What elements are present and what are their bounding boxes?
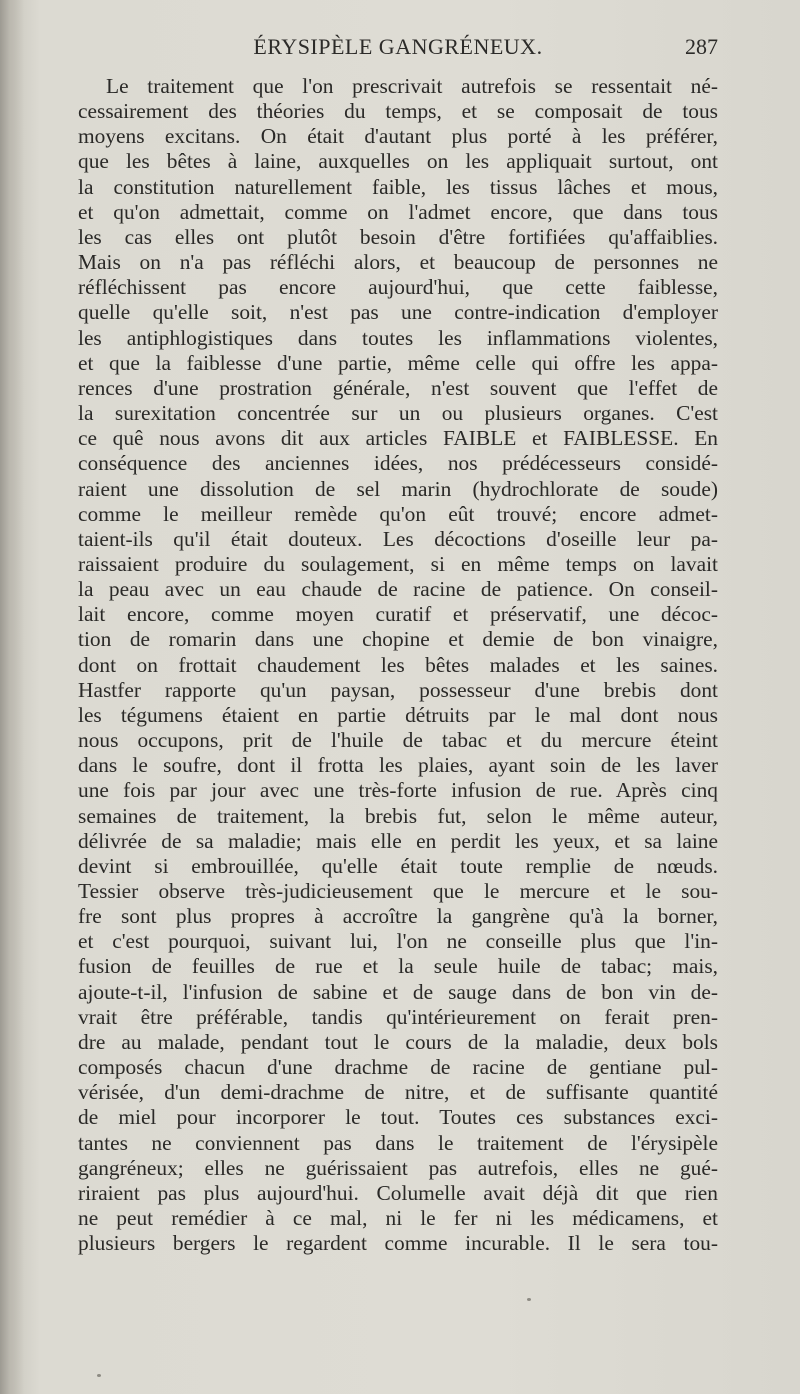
text-line: les tégumens étaient en partie détruits par le mal dont nous — [78, 702, 718, 727]
text-line: vérisée, d'un demi-drachme de nitre, et de suffisante quantité — [78, 1080, 718, 1105]
text-line: Mais on n'a pas réfléchi alors, et beaucoup de personnes ne — [78, 250, 718, 275]
text-line: dans le soufre, dont il frotta les plaies, ayant soin de les laver — [78, 753, 718, 778]
text-line: Le traitement que l'on prescrivait autrefois se ressentait né- — [106, 74, 718, 98]
text-line: dont on frottait chaudement les bêtes malades et les saines. — [78, 652, 718, 677]
text-line: cessairement des théories du temps, et se composait de tous — [78, 99, 718, 124]
text-line: tion de romarin dans une chopine et demie de bon vinaigre, — [78, 627, 718, 652]
text-line: réfléchissent pas encore aujourd'hui, que cette faiblesse, — [78, 275, 718, 300]
text-line: une fois par jour avec une très-forte infusion de rue. Après cinq — [78, 778, 718, 803]
text-line: Hastfer rapporte qu'un paysan, possesseur d'une brebis dont — [78, 677, 718, 702]
text-line: et c'est pourquoi, suivant lui, l'on ne conseille plus que l'in- — [78, 929, 718, 954]
text-line: les antiphlogistiques dans toutes les inflammations violentes, — [78, 325, 718, 350]
text-line: moyens excitans. On était d'autant plus porté à les préférer, — [78, 124, 718, 149]
text-line: et que la faiblesse d'une partie, même celle qui offre les appa- — [78, 350, 718, 375]
binding-edge — [0, 0, 24, 1394]
page-header — [78, 34, 718, 66]
body-text — [78, 74, 718, 1256]
text-line: gangréneux; elles ne guérissaient pas autrefois, elles ne gué- — [78, 1155, 718, 1180]
text-line: rences d'une prostration générale, n'est souvent que l'effet de — [78, 375, 718, 400]
paper-speck — [527, 1298, 531, 1301]
text-line: lait encore, comme moyen curatif et préservatif, une décoc- — [78, 602, 718, 627]
text-line: ne peut remédier à ce mal, ni le fer ni les médicamens, et — [78, 1206, 718, 1231]
text-line: fusion de feuilles de rue et la seule huile de tabac; mais, — [78, 954, 718, 979]
text-line: que les bêtes à laine, auxquelles on les appliquait surtout, ont — [78, 149, 718, 174]
text-line: conséquence des anciennes idées, nos prédécesseurs considé- — [78, 451, 718, 476]
text-line: dre au malade, pendant tout le cours de la maladie, deux bols — [78, 1029, 718, 1054]
text-line: délivrée de sa maladie; mais elle en perdit les yeux, et sa laine — [78, 828, 718, 853]
page-number: 287 — [685, 34, 718, 59]
text-line: raient une dissolution de sel marin (hydrochlorate de soude) — [78, 476, 718, 501]
text-line: quelle qu'elle soit, n'est pas une contre-indication d'employer — [78, 300, 718, 325]
text-line: raissaient produire du soulagement, si en même temps on lavait — [78, 551, 718, 576]
running-title: ÉRYSIPÈLE GANGRÉNEUX. — [253, 34, 543, 59]
paper-speck — [97, 1374, 101, 1377]
text-line: fre sont plus propres à accroître la gangrène qu'à la borner, — [78, 904, 718, 929]
text-line: plusieurs bergers le regardent comme incurable. Il le sera tou- — [78, 1231, 718, 1256]
text-line: comme le meilleur remède qu'on eût trouvé; encore admet- — [78, 501, 718, 526]
text-line: composés chacun d'une drachme de racine de gentiane pul- — [78, 1055, 718, 1080]
text-line: devint si embrouillée, qu'elle était toute remplie de nœuds. — [78, 853, 718, 878]
text-line: de miel pour incorporer le tout. Toutes ces substances exci- — [78, 1105, 718, 1130]
text-line: et qu'on admettait, comme on l'admet encore, que dans tous — [78, 199, 718, 224]
text-line: ce quê nous avons dit aux articles FAIBLE et FAIBLESSE. En — [78, 426, 718, 451]
text-line: ajoute-t-il, l'infusion de sabine et de sauge dans de bon vin de- — [78, 979, 718, 1004]
text-line: semaines de traitement, la brebis fut, selon le même auteur, — [78, 803, 718, 828]
text-line: la constitution naturellement faible, les tissus lâches et mous, — [78, 174, 718, 199]
text-line: taient-ils qu'il était douteux. Les décoctions d'oseille leur pa- — [78, 526, 718, 551]
text-line: riraient pas plus aujourd'hui. Columelle avait déjà dit que rien — [78, 1180, 718, 1205]
text-line: Tessier observe très-judicieusement que le mercure et le sou- — [78, 879, 718, 903]
text-line: la surexitation concentrée sur un ou plusieurs organes. C'est — [78, 401, 718, 426]
text-line: tantes ne conviennent pas dans le traitement de l'érysipèle — [78, 1130, 718, 1155]
text-line: les cas elles ont plutôt besoin d'être fortifiées qu'affaiblies. — [78, 224, 718, 249]
text-line: vrait être préférable, tandis qu'intérieurement on ferait pren- — [78, 1004, 718, 1029]
text-line: la peau avec un eau chaude de racine de patience. On conseil- — [78, 577, 718, 602]
text-line: nous occupons, prit de l'huile de tabac et du mercure éteint — [78, 728, 718, 753]
